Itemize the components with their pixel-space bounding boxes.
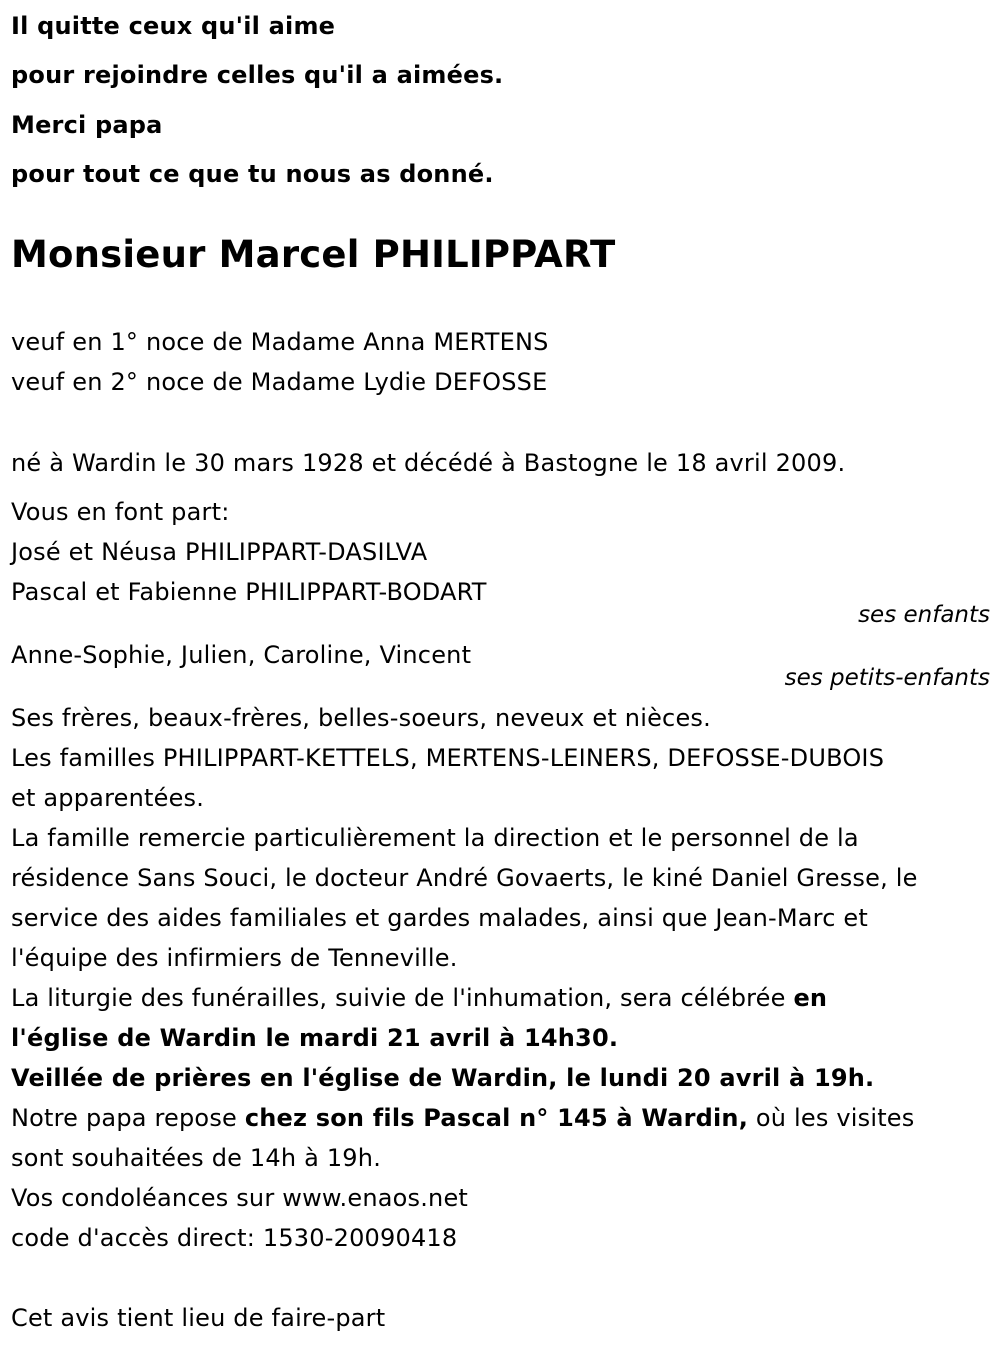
grandchildren-line: Anne-Sophie, Julien, Caroline, Vincent [11, 641, 472, 669]
child-line: Pascal et Fabienne PHILIPPART-BODART [11, 578, 487, 606]
rest-text-end: où les visites [748, 1104, 915, 1132]
child-line: José et Néusa PHILIPPART-DASILVA [11, 538, 428, 566]
widower-line: veuf en 2° noce de Madame Lydie DEFOSSE [11, 368, 548, 396]
relatives-line: et apparentées. [11, 784, 205, 812]
deceased-name: Monsieur Marcel PHILIPPART [11, 233, 616, 276]
verse-line: Il quitte ceux qu'il aime [11, 12, 336, 40]
funeral-text: La liturgie des funérailles, suivie de l'inhumation, sera célébrée [11, 984, 794, 1012]
thanks-line: La famille remercie particulièrement la direction et le personnel de la [11, 824, 859, 852]
thanks-line: résidence Sans Souci, le docteur André Govaerts, le kiné Daniel Gresse, le [11, 864, 918, 892]
rest-text: Notre papa repose [11, 1104, 245, 1132]
footer-note: Cet avis tient lieu de faire-part [11, 1304, 386, 1332]
children-label: ses enfants [858, 602, 990, 628]
birth-death-line: né à Wardin le 30 mars 1928 et décédé à Bastogne le 18 avril 2009. [11, 449, 846, 477]
thanks-line: service des aides familiales et gardes malades, ainsi que Jean-Marc et [11, 904, 868, 932]
verse-line: pour rejoindre celles qu'il a aimées. [11, 61, 504, 89]
rest-line [11, 1103, 914, 1133]
announce-intro: Vous en font part: [11, 498, 230, 526]
access-code-line: code d'accès direct: 1530-20090418 [11, 1224, 458, 1252]
visiting-hours-line: sont souhaitées de 14h à 19h. [11, 1144, 382, 1172]
grandchildren-label: ses petits-enfants [784, 665, 990, 691]
relatives-line: Ses frères, beaux-frères, belles-soeurs, neveux et nièces. [11, 704, 711, 732]
verse-line: Merci papa [11, 111, 163, 139]
vigil-line: Veillée de prières en l'église de Wardin, le lundi 20 avril à 19h. [11, 1064, 875, 1092]
widower-line: veuf en 1° noce de Madame Anna MERTENS [11, 328, 549, 356]
verse-line: pour tout ce que tu nous as donné. [11, 160, 494, 188]
funeral-emphasis: en [793, 984, 828, 1012]
rest-location: chez son fils Pascal n° 145 à Wardin, [244, 1104, 749, 1132]
funeral-line [11, 983, 827, 1013]
condolences-line: Vos condoléances sur www.enaos.net [11, 1184, 469, 1212]
thanks-line: l'équipe des infirmiers de Tenneville. [11, 944, 458, 972]
relatives-line: Les familles PHILIPPART-KETTELS, MERTENS-LEINERS, DEFOSSE-DUBOIS [11, 744, 885, 772]
funeral-place-line: l'église de Wardin le mardi 21 avril à 14h30. [11, 1024, 619, 1052]
